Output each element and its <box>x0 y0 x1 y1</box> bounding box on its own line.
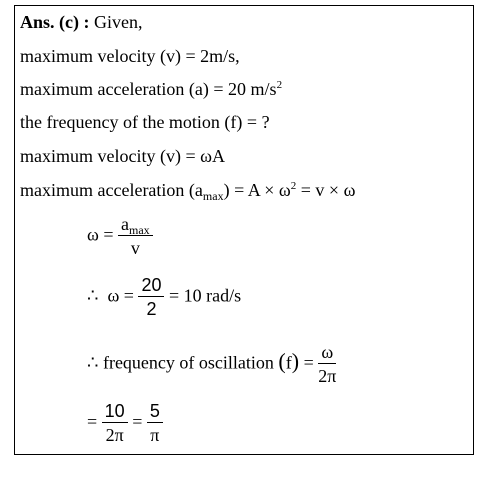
omega-definition-equation <box>87 213 153 260</box>
accel-formula-exponent: 2 <box>290 180 297 192</box>
acceleration-formula-line <box>20 179 355 201</box>
fraction-numerator: 5 <box>147 400 163 423</box>
equals-sign: = <box>132 411 143 432</box>
frequency-question-line: the frequency of the motion (f) = ? <box>20 112 270 132</box>
five-over-pi-fraction <box>147 400 163 447</box>
fraction-denominator: π <box>150 425 160 445</box>
velocity-formula-line: maximum velocity (v) = ωA <box>20 146 225 166</box>
given-label: Given, <box>89 12 143 32</box>
frequency-result-equation <box>87 400 163 447</box>
accel-formula-subscript: max <box>202 189 224 203</box>
therefore-symbol: ∴ <box>87 352 99 373</box>
ten-over-two-pi-fraction <box>102 400 128 447</box>
amax-over-v-fraction <box>118 213 153 260</box>
therefore-symbol: ∴ <box>87 285 99 306</box>
numerator-a: a <box>121 214 129 234</box>
omega-lhs: ω = <box>107 285 134 306</box>
omega-over-two-pi-fraction <box>318 341 336 388</box>
max-acceleration-exponent: 2 <box>276 79 283 91</box>
fraction-numerator <box>118 213 153 236</box>
frequency-variable: f <box>285 352 292 373</box>
omega-result: = 10 rad/s <box>168 285 242 306</box>
fraction-denominator: 2 <box>146 299 157 319</box>
fraction-numerator: 20 <box>138 274 164 297</box>
max-acceleration-text: maximum acceleration (a) = 20 m/s <box>20 79 277 99</box>
accel-formula-suffix: = v × ω <box>296 180 356 200</box>
fraction-numerator: 10 <box>102 400 128 423</box>
frequency-equation <box>87 341 336 388</box>
fraction-denominator: v <box>130 238 140 258</box>
fraction-denominator: 2π <box>105 425 124 445</box>
omega-value-equation <box>87 274 241 321</box>
twenty-over-two-fraction <box>138 274 164 321</box>
answer-heading <box>20 11 143 33</box>
omega-lhs: ω = <box>87 224 114 245</box>
open-paren: ( <box>278 348 286 374</box>
fraction-numerator: ω <box>318 341 336 364</box>
answer-label: Ans. (c) : <box>20 12 90 32</box>
fraction-denominator: 2π <box>318 366 337 386</box>
numerator-subscript: max <box>129 223 150 237</box>
max-acceleration-line <box>20 78 282 100</box>
accel-formula-prefix: maximum acceleration (a <box>20 180 203 200</box>
max-velocity-line: maximum velocity (v) = 2m/s, <box>20 46 240 66</box>
close-paren: ) <box>291 348 300 374</box>
frequency-text: frequency of oscillation <box>102 352 274 373</box>
equals-sign: = <box>87 411 98 432</box>
equals-sign: = <box>303 352 314 373</box>
answer-box <box>14 5 474 455</box>
accel-formula-middle: ) = A × ω <box>223 180 291 200</box>
